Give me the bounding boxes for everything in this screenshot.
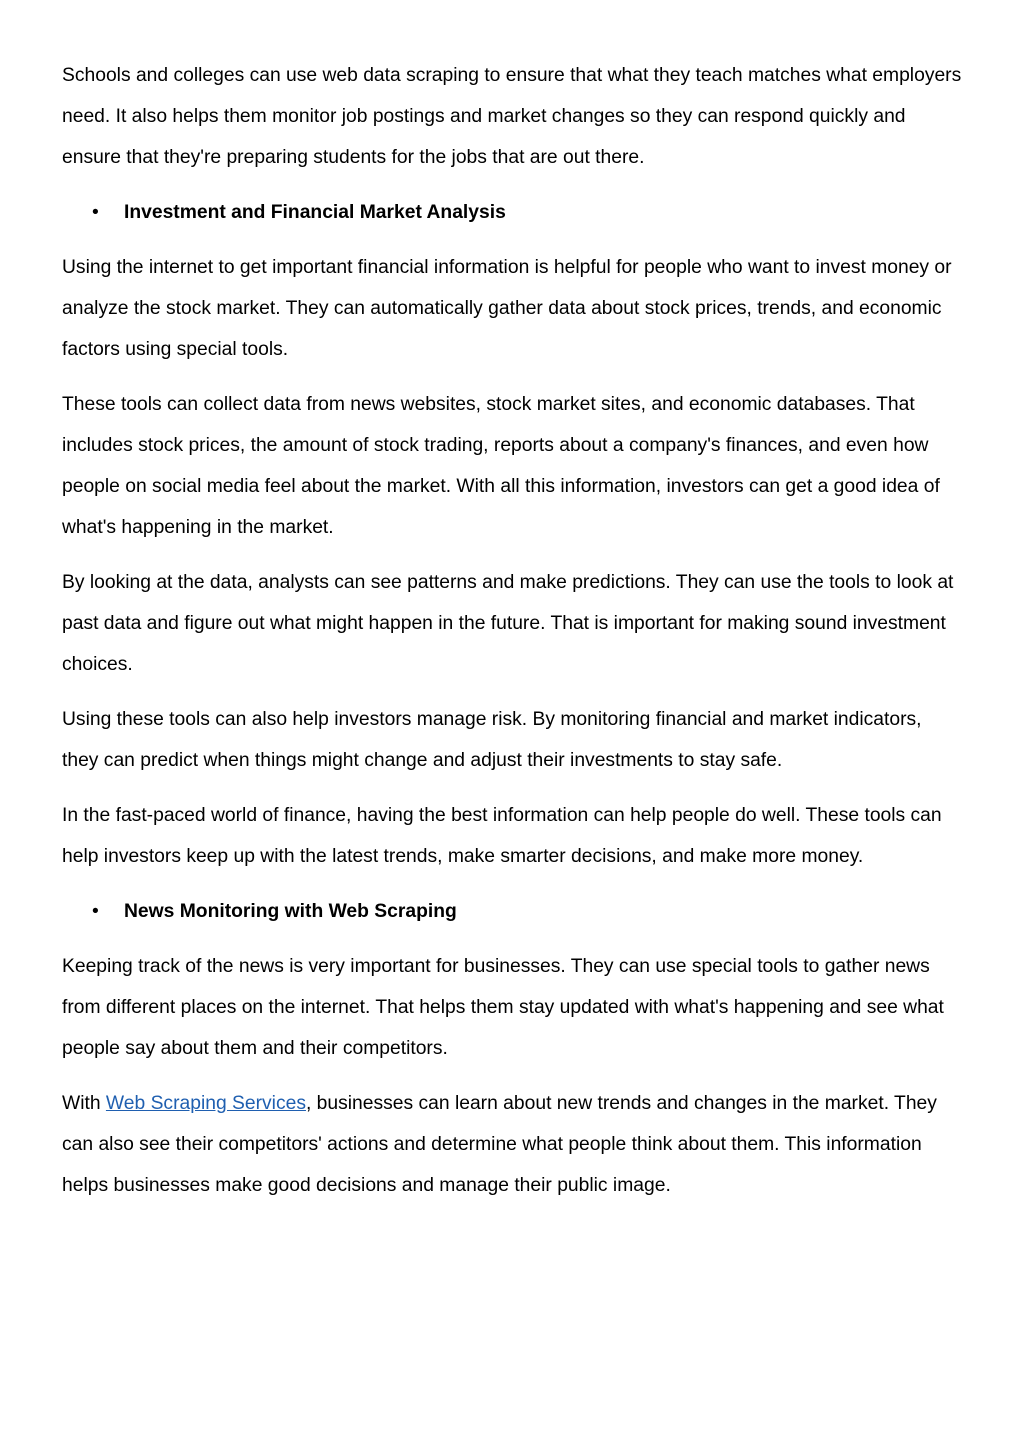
paragraph-suffix: , businesses can learn about new trends and changes in the market. They can also see their competitors' actions and determine what people think about them. This information helps businesses make good decisions and manage their public image. (62, 1093, 937, 1196)
heading-text: Investment and Financial Market Analysis (124, 202, 506, 223)
paragraph-fast-paced-finance: In the fast-paced world of finance, having the best information can help people do well. These tools can help investors keep up with the latest trends, make smarter decisions, and make more money. (62, 805, 942, 867)
heading-text: News Monitoring with Web Scraping (124, 901, 457, 922)
paragraph-manage-risk: Using these tools can also help investors manage risk. By monitoring financial and market indicators, they can predict when things might change and adjust their investments to stay safe. (62, 709, 922, 771)
paragraph-patterns-predictions: By looking at the data, analysts can see patterns and make predictions. They can use the tools to look at past data and figure out what might happen in the future. That is important for making sound investment choices. (62, 572, 954, 675)
paragraph-news-tracking: Keeping track of the news is very important for businesses. They can use special tools to gather news from different places on the internet. That helps them stay updated with what's happening and see what people say about them and their competitors. (62, 956, 944, 1059)
paragraph-prefix: With (62, 1093, 106, 1114)
paragraph-web-scraping-services (62, 1083, 962, 1206)
bullet-dot-icon: • (92, 901, 99, 922)
heading-investment-analysis (62, 192, 962, 233)
document-body (62, 55, 962, 1220)
bullet-dot-icon: • (92, 202, 99, 223)
paragraph-financial-info: Using the internet to get important financial information is helpful for people who want to invest money or analyze the stock market. They can automatically gather data about stock prices, trends, and economic factors using special tools. (62, 257, 952, 360)
heading-news-monitoring (62, 891, 962, 932)
paragraph-tools-collect: These tools can collect data from news websites, stock market sites, and economic databases. That includes stock prices, the amount of stock trading, reports about a company's finances, and even how people on social media feel about the market. With all this information, investors can get a good idea of what's happening in the market. (62, 394, 940, 538)
paragraph-schools-colleges: Schools and colleges can use web data scraping to ensure that what they teach matches what employers need. It also helps them monitor job postings and market changes so they can respond quickly and ensure that they're preparing students for the jobs that are out there. (62, 65, 962, 168)
web-scraping-services-link[interactable]: Web Scraping Services (105, 1093, 306, 1114)
